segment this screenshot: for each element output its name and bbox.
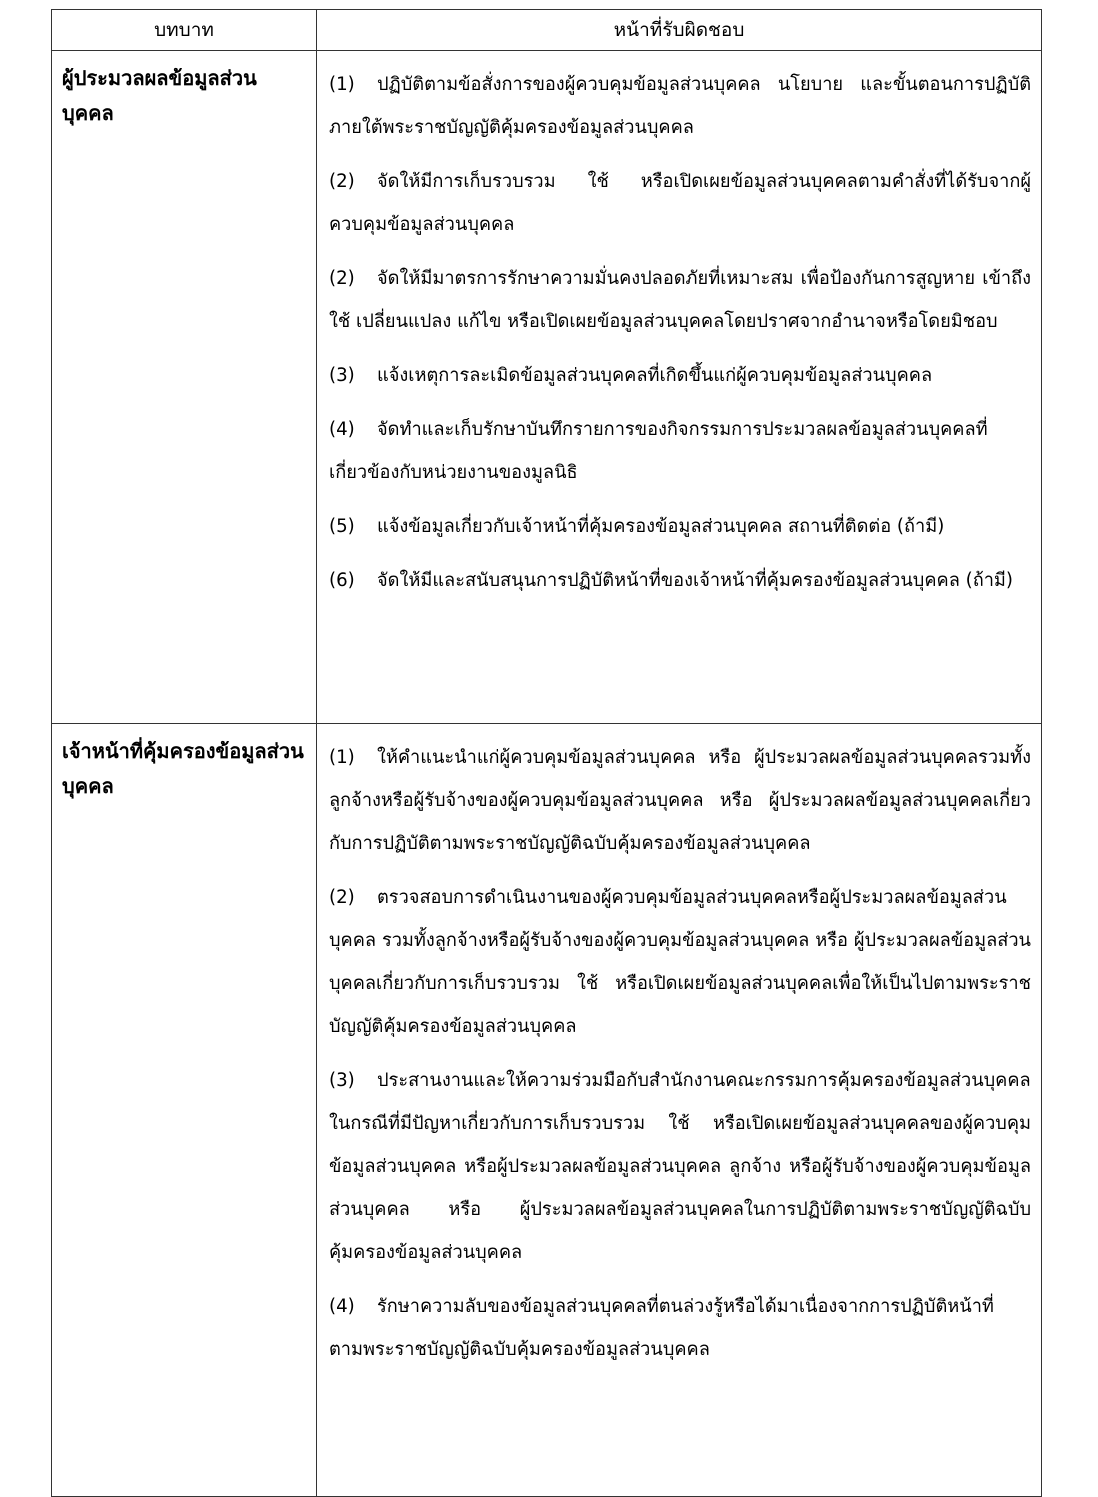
- duty-text: รักษาความลับของข้อมูลส่วนบุคคลที่ตนล่วงรู้หรือได้มาเนื่องจากการปฏิบัติหน้าที่ตามพระราชบัญญัติฉบับคุ้มครองข้อมูลส่วนบุคคล: [329, 1296, 994, 1360]
- table-row: [52, 51, 1042, 724]
- duty-text: ปฏิบัติตามข้อสั่งการของผู้ควบคุมข้อมูลส่วนบุคคล นโยบาย และขั้นตอนการปฏิบัติ ภายใต้พระราชบัญญัติคุ้มครองข้อมูลส่วนบุคคล: [329, 74, 1031, 138]
- duty-text: ให้คำแนะนำแก่ผู้ควบคุมข้อมูลส่วนบุคคล หรือ ผู้ประมวลผลข้อมูลส่วนบุคคลรวมทั้งลูกจ้างหรือผู้รับจ้างของผู้ควบคุมข้อมูลส่วนบุคคล หรือ ผู้ประมวลผลข้อมูลส่วนบุคคลเกี่ยวกับการปฏิบัติตามพระราชบัญญัติฉบับคุ้มครองข้อมูลส่วนบุคคล: [329, 747, 1031, 854]
- duty-number: (6): [329, 570, 355, 591]
- duty-text: จัดทำและเก็บรักษาบันทึกรายการของกิจกรรมการประมวลผลข้อมูลส่วนบุคคลที่เกี่ยวข้องกับหน่วยงานของมูลนิธิ: [329, 419, 988, 483]
- duty-cell: [317, 51, 1042, 724]
- duty-number: (2): [329, 268, 355, 289]
- role-cell: เจ้าหน้าที่คุ้มครองข้อมูลส่วนบุคคล: [52, 724, 317, 1497]
- duty-item: [329, 1059, 1031, 1274]
- duty-item: [329, 505, 1031, 548]
- duty-text: ตรวจสอบการดำเนินงานของผู้ควบคุมข้อมูลส่วนบุคคลหรือผู้ประมวลผลข้อมูลส่วนบุคคล รวมทั้งลูกจ้างหรือผู้รับจ้างของผู้ควบคุมข้อมูลส่วนบุคคล หรือ ผู้ประมวลผลข้อมูลส่วนบุคคลเกี่ยวกับการเก็บรวบรวม ใช้ หรือเปิดเผยข้อมูลส่วนบุคคลเพื่อให้เป็นไปตามพระราชบัญญัติคุ้มครองข้อมูลส่วนบุคคล: [329, 887, 1031, 1037]
- duty-item: [329, 1285, 1031, 1371]
- duty-item: [329, 876, 1031, 1048]
- duty-item: [329, 160, 1031, 246]
- duty-item: [329, 63, 1031, 149]
- duty-cell: [317, 724, 1042, 1497]
- duty-number: (3): [329, 1070, 355, 1091]
- duty-text: ประสานงานและให้ความร่วมมือกับสำนักงานคณะกรรมการคุ้มครองข้อมูลส่วนบุคคลในกรณีที่มีปัญหาเกี่ยวกับการเก็บรวบรวม ใช้ หรือเปิดเผยข้อมูลส่วนบุคคลของผู้ควบคุมข้อมูลส่วนบุคคล หรือผู้ประมวลผลข้อมูลส่วนบุคคล ลูกจ้าง หรือผู้รับจ้างของผู้ควบคุมข้อมูลส่วนบุคคล หรือ ผู้ประมวลผลข้อมูลส่วนบุคคลในการปฏิบัติตามพระราชบัญญัติฉบับคุ้มครองข้อมูลส่วนบุคคล: [329, 1070, 1031, 1263]
- role-cell: ผู้ประมวลผลข้อมูลส่วนบุคคล: [52, 51, 317, 724]
- header-duty: หน้าที่รับผิดชอบ: [317, 10, 1042, 51]
- duty-text: จัดให้มีและสนับสนุนการปฏิบัติหน้าที่ของเจ้าหน้าที่คุ้มครองข้อมูลส่วนบุคคล (ถ้ามี): [377, 570, 1014, 591]
- duty-text: แจ้งเหตุการละเมิดข้อมูลส่วนบุคคลที่เกิดขึ้นแก่ผู้ควบคุมข้อมูลส่วนบุคคล: [377, 365, 933, 386]
- duty-number: (3): [329, 365, 355, 386]
- duty-item: [329, 257, 1031, 343]
- duty-number: (2): [329, 887, 355, 908]
- table-header-row: [52, 10, 1042, 51]
- duty-number: (5): [329, 516, 355, 537]
- duty-item: [329, 559, 1031, 602]
- duty-number: (4): [329, 419, 355, 440]
- duty-text: จัดให้มีการเก็บรวบรวม ใช้ หรือเปิดเผยข้อมูลส่วนบุคคลตามคำสั่งที่ได้รับจากผู้ควบคุมข้อมูลส่วนบุคคล: [329, 171, 1031, 235]
- duty-item: [329, 408, 1031, 494]
- duty-number: (4): [329, 1296, 355, 1317]
- header-role: บทบาท: [52, 10, 317, 51]
- duty-text: แจ้งข้อมูลเกี่ยวกับเจ้าหน้าที่คุ้มครองข้อมูลส่วนบุคคล สถานที่ติดต่อ (ถ้ามี): [377, 516, 945, 537]
- duty-item: [329, 736, 1031, 865]
- duty-number: (1): [329, 74, 355, 95]
- duty-number: (1): [329, 747, 355, 768]
- table-row: [52, 724, 1042, 1497]
- duty-item: [329, 354, 1031, 397]
- duty-number: (2): [329, 171, 355, 192]
- duty-text: จัดให้มีมาตรการรักษาความมั่นคงปลอดภัยที่เหมาะสม เพื่อป้องกันการสูญหาย เข้าถึง ใช้ เปลี่ยนแปลง แก้ไข หรือเปิดเผยข้อมูลส่วนบุคคลโดยปราศจากอำนาจหรือโดยมิชอบ: [329, 268, 1031, 332]
- roles-table: [51, 9, 1042, 1497]
